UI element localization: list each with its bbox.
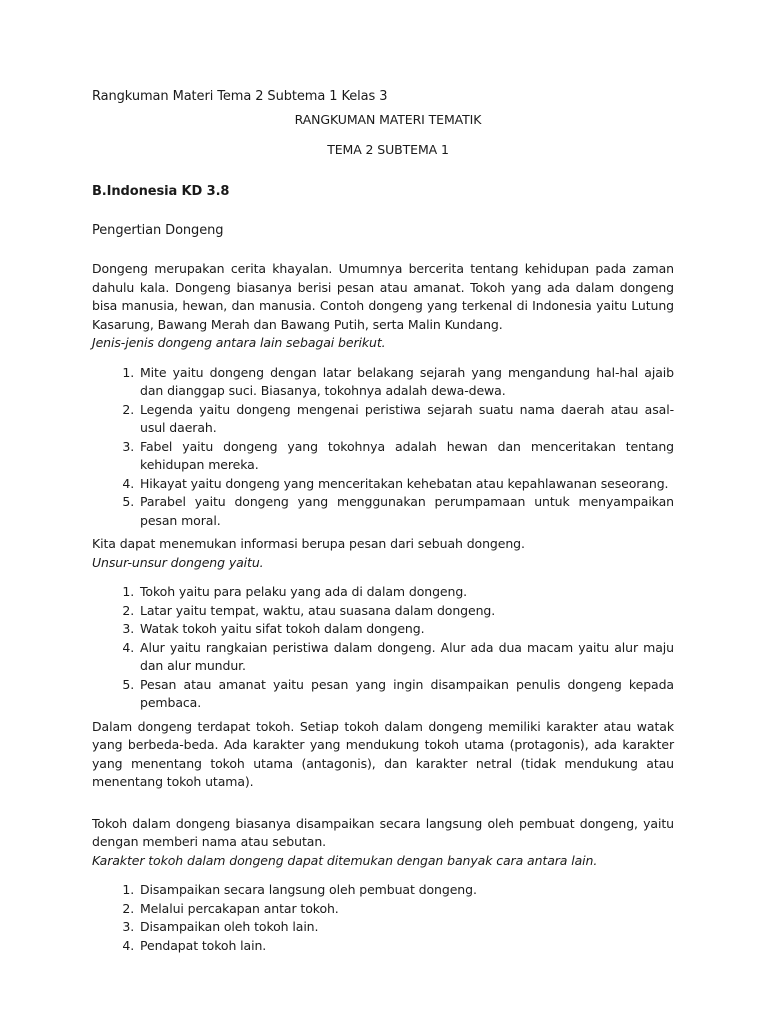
list-item: 2. Latar yaitu tempat, waktu, atau suasana dalam dongeng. [138,602,674,621]
intro-paragraph: Dongeng merupakan cerita khayalan. Umumnya bercerita tentang kehidupan pada zaman dahulu kala. Dongeng biasanya berisi pesan atau amanat. Tokoh yang ada dalam dongeng bisa manusia, hewan, dan manusia. Contoh dongeng yang terkenal di Indonesia yaitu Lutung Kasarung, Bawang Merah dan Bawang Putih, serta Malin Kundang. [92,261,674,332]
heading-line-2: TEMA 2 SUBTEMA 1 [327,142,449,157]
list-item: 3. Watak tokoh yaitu sifat tokoh dalam dongeng. [138,620,674,639]
document-content [92,88,674,960]
list-item: 1. Disampaikan secara langsung oleh pembuat dongeng. [138,881,674,900]
list-item: 2. Legenda yaitu dongeng mengenai peristiwa sejarah suatu nama daerah atau asal-usul daerah. [138,401,674,438]
characters-paragraph-1: Dalam dongeng terdapat tokoh. Setiap tokoh dalam dongeng memiliki karakter atau watak yang berbeda-beda. Ada karakter yang mendukung tokoh utama (protagonis), ada karakter yang menentang tokoh utama (antagonis), dan karakter netral (tidak mendukung atau menentang tokoh utama). [92,718,674,789]
characters-intro: Karakter tokoh dalam dongeng dapat ditemukan dengan banyak cara antara lain. [92,852,598,868]
list-item: 1. Tokoh yaitu para pelaku yang ada di dalam dongeng. [138,583,674,602]
list-item: 1. Mite yaitu dongeng dengan latar belakang sejarah yang mengandung hal-hal ajaib dan dianggap suci. Biasanya, tokohnya adalah dewa-dewa. [138,364,674,401]
subject-heading: B.Indonesia KD 3.8 [92,184,230,199]
list-item: 2. Melalui percakapan antar tokoh. [138,900,674,919]
types-list [92,364,674,531]
elements-paragraph: Kita dapat menemukan informasi berupa pesan dari sebuah dongeng. [92,536,525,551]
list-item: 5. Pesan atau amanat yaitu pesan yang ingin disampaikan penulis dongeng kepada pembaca. [138,676,674,713]
list-item: 3. Disampaikan oleh tokoh lain. [138,918,674,937]
characters-paragraph-2: Tokoh dalam dongeng biasanya disampaikan secara langsung oleh pembuat dongeng, yaitu dengan memberi nama atau sebutan. [92,815,674,849]
document-title: Rangkuman Materi Tema 2 Subtema 1 Kelas 3 [92,89,388,104]
elements-intro: Unsur-unsur dongeng yaitu. [92,554,264,570]
list-item: 5. Parabel yaitu dongeng yang menggunakan perumpamaan untuk menyampaikan pesan moral. [138,493,674,530]
list-item: 4. Pendapat tokoh lain. [138,937,674,956]
characters-list [92,881,674,955]
elements-list [92,583,674,713]
list-item: 4. Alur yaitu rangkaian peristiwa dalam dongeng. Alur ada dua macam yaitu alur maju dan alur mundur. [138,639,674,676]
list-item: 3. Fabel yaitu dongeng yang tokohnya adalah hewan dan menceritakan tentang kehidupan mereka. [138,438,674,475]
section-title: Pengertian Dongeng [92,223,224,238]
list-item: 4. Hikayat yaitu dongeng yang menceritakan kehebatan atau kepahlawanan seseorang. [138,475,674,494]
types-intro: Jenis-jenis dongeng antara lain sebagai berikut. [92,335,386,350]
heading-line-1: RANGKUMAN MATERI TEMATIK [294,112,482,127]
